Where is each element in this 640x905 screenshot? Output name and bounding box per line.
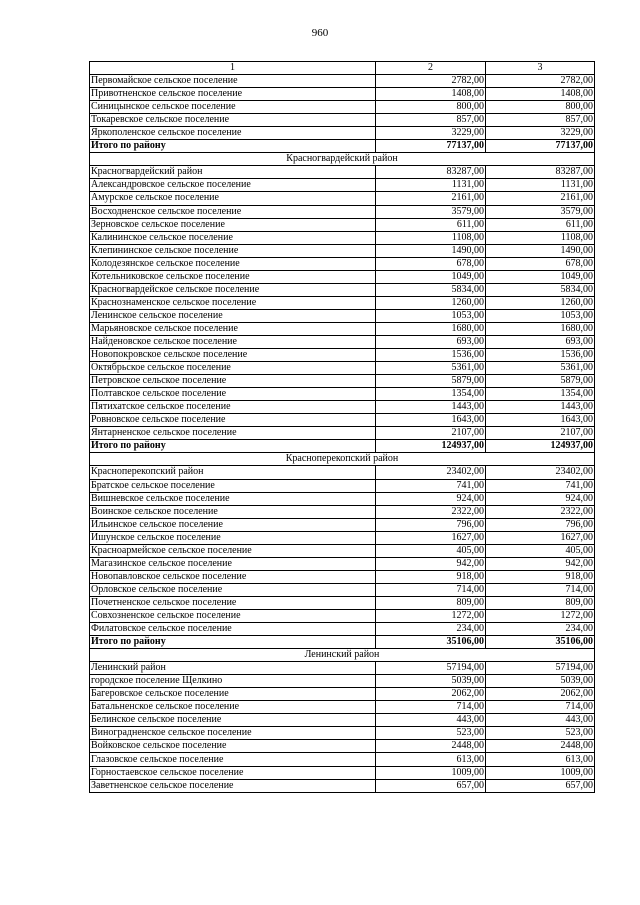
table-row (90, 479, 595, 492)
table-row (90, 714, 595, 727)
section-heading: Ленинский район (90, 649, 595, 662)
value-col-3-cell: 2322,00 (486, 505, 595, 518)
value-col-2-cell: 1108,00 (376, 231, 486, 244)
value-col-3-cell: 405,00 (486, 544, 595, 557)
table-row (90, 779, 595, 792)
settlement-name-cell: Ленинское сельское поселение (90, 309, 376, 322)
value-col-2-cell: 611,00 (376, 218, 486, 231)
value-col-3-cell: 918,00 (486, 570, 595, 583)
settlement-name-cell: городское поселение Щелкино (90, 675, 376, 688)
settlement-name-cell: Красногвардейское сельское поселение (90, 283, 376, 296)
settlement-name-cell: Магазинское сельское поселение (90, 557, 376, 570)
table-row (90, 701, 595, 714)
value-col-3-cell: 1131,00 (486, 179, 595, 192)
value-col-2-cell: 83287,00 (376, 166, 486, 179)
table-row (90, 270, 595, 283)
value-col-3-cell: 2448,00 (486, 740, 595, 753)
value-col-3-cell: 1408,00 (486, 88, 595, 101)
value-col-3-cell: 1009,00 (486, 766, 595, 779)
value-col-3-cell: 523,00 (486, 727, 595, 740)
table-row (90, 557, 595, 570)
value-col-3-cell: 857,00 (486, 114, 595, 127)
value-col-2-cell: 2448,00 (376, 740, 486, 753)
table-row (90, 570, 595, 583)
value-col-2-cell: 57194,00 (376, 662, 486, 675)
table-row (90, 335, 595, 348)
total-row (90, 140, 595, 153)
header-col-2: 2 (376, 62, 486, 75)
settlement-name-cell: Полтавское сельское поселение (90, 388, 376, 401)
value-col-2-cell: 5039,00 (376, 675, 486, 688)
value-col-2-cell: 657,00 (376, 779, 486, 792)
settlement-name-cell: Токаревское сельское поселение (90, 114, 376, 127)
value-col-3-cell: 83287,00 (486, 166, 595, 179)
table-row (90, 75, 595, 88)
value-col-3-cell: 714,00 (486, 583, 595, 596)
value-col-3-cell: 1490,00 (486, 244, 595, 257)
value-col-2-cell: 796,00 (376, 518, 486, 531)
settlement-name-cell: Итого по району (90, 636, 376, 649)
value-col-2-cell: 124937,00 (376, 440, 486, 453)
value-col-3-cell: 1272,00 (486, 609, 595, 622)
settlement-name-cell: Орловское сельское поселение (90, 583, 376, 596)
settlement-name-cell: Новопокровское сельское поселение (90, 349, 376, 362)
settlement-name-cell: Пятихатское сельское поселение (90, 401, 376, 414)
table-row (90, 88, 595, 101)
settlement-name-cell: Марьяновское сельское поселение (90, 322, 376, 335)
value-col-3-cell: 1260,00 (486, 296, 595, 309)
value-col-3-cell: 5879,00 (486, 375, 595, 388)
settlement-name-cell: Александровское сельское поселение (90, 179, 376, 192)
value-col-2-cell: 1490,00 (376, 244, 486, 257)
settlement-name-cell: Ильинское сельское поселение (90, 518, 376, 531)
settlement-name-cell: Октябрьское сельское поселение (90, 362, 376, 375)
value-col-3-cell: 1643,00 (486, 414, 595, 427)
value-col-2-cell: 678,00 (376, 257, 486, 270)
table-row (90, 114, 595, 127)
value-col-2-cell: 2161,00 (376, 192, 486, 205)
settlement-name-cell: Батальненское сельское поселение (90, 701, 376, 714)
value-col-2-cell: 1643,00 (376, 414, 486, 427)
value-col-2-cell: 5361,00 (376, 362, 486, 375)
budget-table (89, 61, 595, 793)
value-col-3-cell: 1627,00 (486, 531, 595, 544)
value-col-2-cell: 714,00 (376, 701, 486, 714)
value-col-3-cell: 234,00 (486, 623, 595, 636)
value-col-2-cell: 1443,00 (376, 401, 486, 414)
settlement-name-cell: Ленинский район (90, 662, 376, 675)
table-row (90, 205, 595, 218)
value-col-2-cell: 942,00 (376, 557, 486, 570)
table-row (90, 401, 595, 414)
settlement-name-cell: Котельниковское сельское поселение (90, 270, 376, 283)
settlement-name-cell: Первомайское сельское поселение (90, 75, 376, 88)
settlement-name-cell: Войковское сельское поселение (90, 740, 376, 753)
table-row (90, 309, 595, 322)
value-col-3-cell: 57194,00 (486, 662, 595, 675)
value-col-2-cell: 741,00 (376, 479, 486, 492)
value-col-2-cell: 1354,00 (376, 388, 486, 401)
settlement-name-cell: Горностаевское сельское поселение (90, 766, 376, 779)
value-col-3-cell: 35106,00 (486, 636, 595, 649)
table-body (90, 62, 595, 793)
table-row (90, 518, 595, 531)
value-col-2-cell: 1009,00 (376, 766, 486, 779)
header-col-1: 1 (90, 62, 376, 75)
table-row (90, 127, 595, 140)
value-col-2-cell: 800,00 (376, 101, 486, 114)
value-col-2-cell: 714,00 (376, 583, 486, 596)
table-row (90, 492, 595, 505)
value-col-3-cell: 678,00 (486, 257, 595, 270)
settlement-name-cell: Петровское сельское поселение (90, 375, 376, 388)
table-row (90, 583, 595, 596)
value-col-3-cell: 809,00 (486, 596, 595, 609)
value-col-2-cell: 77137,00 (376, 140, 486, 153)
value-col-3-cell: 2782,00 (486, 75, 595, 88)
value-col-2-cell: 443,00 (376, 714, 486, 727)
settlement-name-cell: Белинское сельское поселение (90, 714, 376, 727)
table-row (90, 283, 595, 296)
settlement-name-cell: Синицынское сельское поселение (90, 101, 376, 114)
table-row (90, 349, 595, 362)
table-row (90, 544, 595, 557)
value-col-3-cell: 796,00 (486, 518, 595, 531)
settlement-name-cell: Вишневское сельское поселение (90, 492, 376, 505)
page-number: 960 (311, 27, 329, 39)
table-row (90, 505, 595, 518)
value-col-3-cell: 741,00 (486, 479, 595, 492)
settlement-name-cell: Новопавловское сельское поселение (90, 570, 376, 583)
settlement-name-cell: Братское сельское поселение (90, 479, 376, 492)
value-col-3-cell: 657,00 (486, 779, 595, 792)
settlement-name-cell: Калининское сельское поселение (90, 231, 376, 244)
settlement-name-cell: Итого по району (90, 140, 376, 153)
value-col-3-cell: 2062,00 (486, 688, 595, 701)
value-col-3-cell: 3229,00 (486, 127, 595, 140)
value-col-2-cell: 523,00 (376, 727, 486, 740)
value-col-3-cell: 924,00 (486, 492, 595, 505)
value-col-2-cell: 857,00 (376, 114, 486, 127)
value-col-2-cell: 693,00 (376, 335, 486, 348)
table-row (90, 322, 595, 335)
settlement-name-cell: Красногвардейский район (90, 166, 376, 179)
value-col-2-cell: 918,00 (376, 570, 486, 583)
value-col-2-cell: 1627,00 (376, 531, 486, 544)
settlement-name-cell: Колодезянское сельское поселение (90, 257, 376, 270)
total-row (90, 636, 595, 649)
value-col-3-cell: 124937,00 (486, 440, 595, 453)
table-row (90, 244, 595, 257)
settlement-name-cell: Совхозненское сельское поселение (90, 609, 376, 622)
settlement-name-cell: Итого по району (90, 440, 376, 453)
section-heading: Красногвардейский район (90, 153, 595, 166)
value-col-3-cell: 800,00 (486, 101, 595, 114)
table-row (90, 296, 595, 309)
table-row (90, 414, 595, 427)
settlement-name-cell: Краснознаменское сельское поселение (90, 296, 376, 309)
value-col-2-cell: 1408,00 (376, 88, 486, 101)
settlement-name-cell: Клепининское сельское поселение (90, 244, 376, 257)
table-row (90, 192, 595, 205)
settlement-name-cell: Красноперекопский район (90, 466, 376, 479)
table-row (90, 740, 595, 753)
table-row (90, 662, 595, 675)
section-heading: Красноперекопский район (90, 453, 595, 466)
value-col-3-cell: 1108,00 (486, 231, 595, 244)
table-row (90, 166, 595, 179)
settlement-name-cell: Зерновское сельское поселение (90, 218, 376, 231)
settlement-name-cell: Почетненское сельское поселение (90, 596, 376, 609)
value-col-2-cell: 809,00 (376, 596, 486, 609)
table-row (90, 231, 595, 244)
table-row (90, 362, 595, 375)
table-row (90, 766, 595, 779)
value-col-3-cell: 5834,00 (486, 283, 595, 296)
settlement-name-cell: Ровновское сельское поселение (90, 414, 376, 427)
settlement-name-cell: Яркополенское сельское поселение (90, 127, 376, 140)
value-col-3-cell: 5361,00 (486, 362, 595, 375)
value-col-2-cell: 234,00 (376, 623, 486, 636)
table-row (90, 375, 595, 388)
value-col-3-cell: 1680,00 (486, 322, 595, 335)
value-col-3-cell: 942,00 (486, 557, 595, 570)
value-col-2-cell: 1272,00 (376, 609, 486, 622)
value-col-2-cell: 1536,00 (376, 349, 486, 362)
value-col-2-cell: 2322,00 (376, 505, 486, 518)
table-row (90, 596, 595, 609)
section-heading-row (90, 649, 595, 662)
value-col-2-cell: 924,00 (376, 492, 486, 505)
value-col-3-cell: 693,00 (486, 335, 595, 348)
value-col-3-cell: 23402,00 (486, 466, 595, 479)
settlement-name-cell: Багеровское сельское поселение (90, 688, 376, 701)
value-col-2-cell: 3579,00 (376, 205, 486, 218)
settlement-name-cell: Восходненское сельское поселение (90, 205, 376, 218)
settlement-name-cell: Амурское сельское поселение (90, 192, 376, 205)
value-col-3-cell: 611,00 (486, 218, 595, 231)
value-col-2-cell: 1131,00 (376, 179, 486, 192)
value-col-2-cell: 2062,00 (376, 688, 486, 701)
settlement-name-cell: Найденовское сельское поселение (90, 335, 376, 348)
table-row (90, 427, 595, 440)
table-row (90, 727, 595, 740)
table-row (90, 623, 595, 636)
table-row (90, 388, 595, 401)
value-col-3-cell: 3579,00 (486, 205, 595, 218)
value-col-3-cell: 1053,00 (486, 309, 595, 322)
table-row (90, 675, 595, 688)
settlement-name-cell: Глазовское сельское поселение (90, 753, 376, 766)
table-row (90, 688, 595, 701)
settlement-name-cell: Красноармейское сельское поселение (90, 544, 376, 557)
table-row (90, 101, 595, 114)
table-row (90, 179, 595, 192)
value-col-3-cell: 2107,00 (486, 427, 595, 440)
value-col-3-cell: 1354,00 (486, 388, 595, 401)
settlement-name-cell: Привотненское сельское поселение (90, 88, 376, 101)
table-row (90, 609, 595, 622)
value-col-3-cell: 1536,00 (486, 349, 595, 362)
value-col-2-cell: 35106,00 (376, 636, 486, 649)
table-row (90, 753, 595, 766)
value-col-2-cell: 1053,00 (376, 309, 486, 322)
value-col-2-cell: 3229,00 (376, 127, 486, 140)
table-row (90, 466, 595, 479)
value-col-2-cell: 613,00 (376, 753, 486, 766)
value-col-3-cell: 2161,00 (486, 192, 595, 205)
value-col-3-cell: 1443,00 (486, 401, 595, 414)
settlement-name-cell: Филатовское сельское поселение (90, 623, 376, 636)
value-col-2-cell: 5879,00 (376, 375, 486, 388)
settlement-name-cell: Янтарненское сельское поселение (90, 427, 376, 440)
value-col-2-cell: 23402,00 (376, 466, 486, 479)
value-col-2-cell: 5834,00 (376, 283, 486, 296)
settlement-name-cell: Виноградненское сельское поселение (90, 727, 376, 740)
table-header-row (90, 62, 595, 75)
header-col-3: 3 (486, 62, 595, 75)
value-col-3-cell: 613,00 (486, 753, 595, 766)
settlement-name-cell: Заветненское сельское поселение (90, 779, 376, 792)
value-col-3-cell: 714,00 (486, 701, 595, 714)
table-row (90, 218, 595, 231)
value-col-3-cell: 5039,00 (486, 675, 595, 688)
settlement-name-cell: Воинское сельское поселение (90, 505, 376, 518)
value-col-3-cell: 1049,00 (486, 270, 595, 283)
value-col-2-cell: 405,00 (376, 544, 486, 557)
value-col-3-cell: 77137,00 (486, 140, 595, 153)
section-heading-row (90, 453, 595, 466)
table-row (90, 257, 595, 270)
value-col-2-cell: 2107,00 (376, 427, 486, 440)
value-col-2-cell: 1260,00 (376, 296, 486, 309)
total-row (90, 440, 595, 453)
value-col-2-cell: 1680,00 (376, 322, 486, 335)
settlement-name-cell: Ишунское сельское поселение (90, 531, 376, 544)
value-col-2-cell: 1049,00 (376, 270, 486, 283)
value-col-2-cell: 2782,00 (376, 75, 486, 88)
section-heading-row (90, 153, 595, 166)
value-col-3-cell: 443,00 (486, 714, 595, 727)
table-row (90, 531, 595, 544)
